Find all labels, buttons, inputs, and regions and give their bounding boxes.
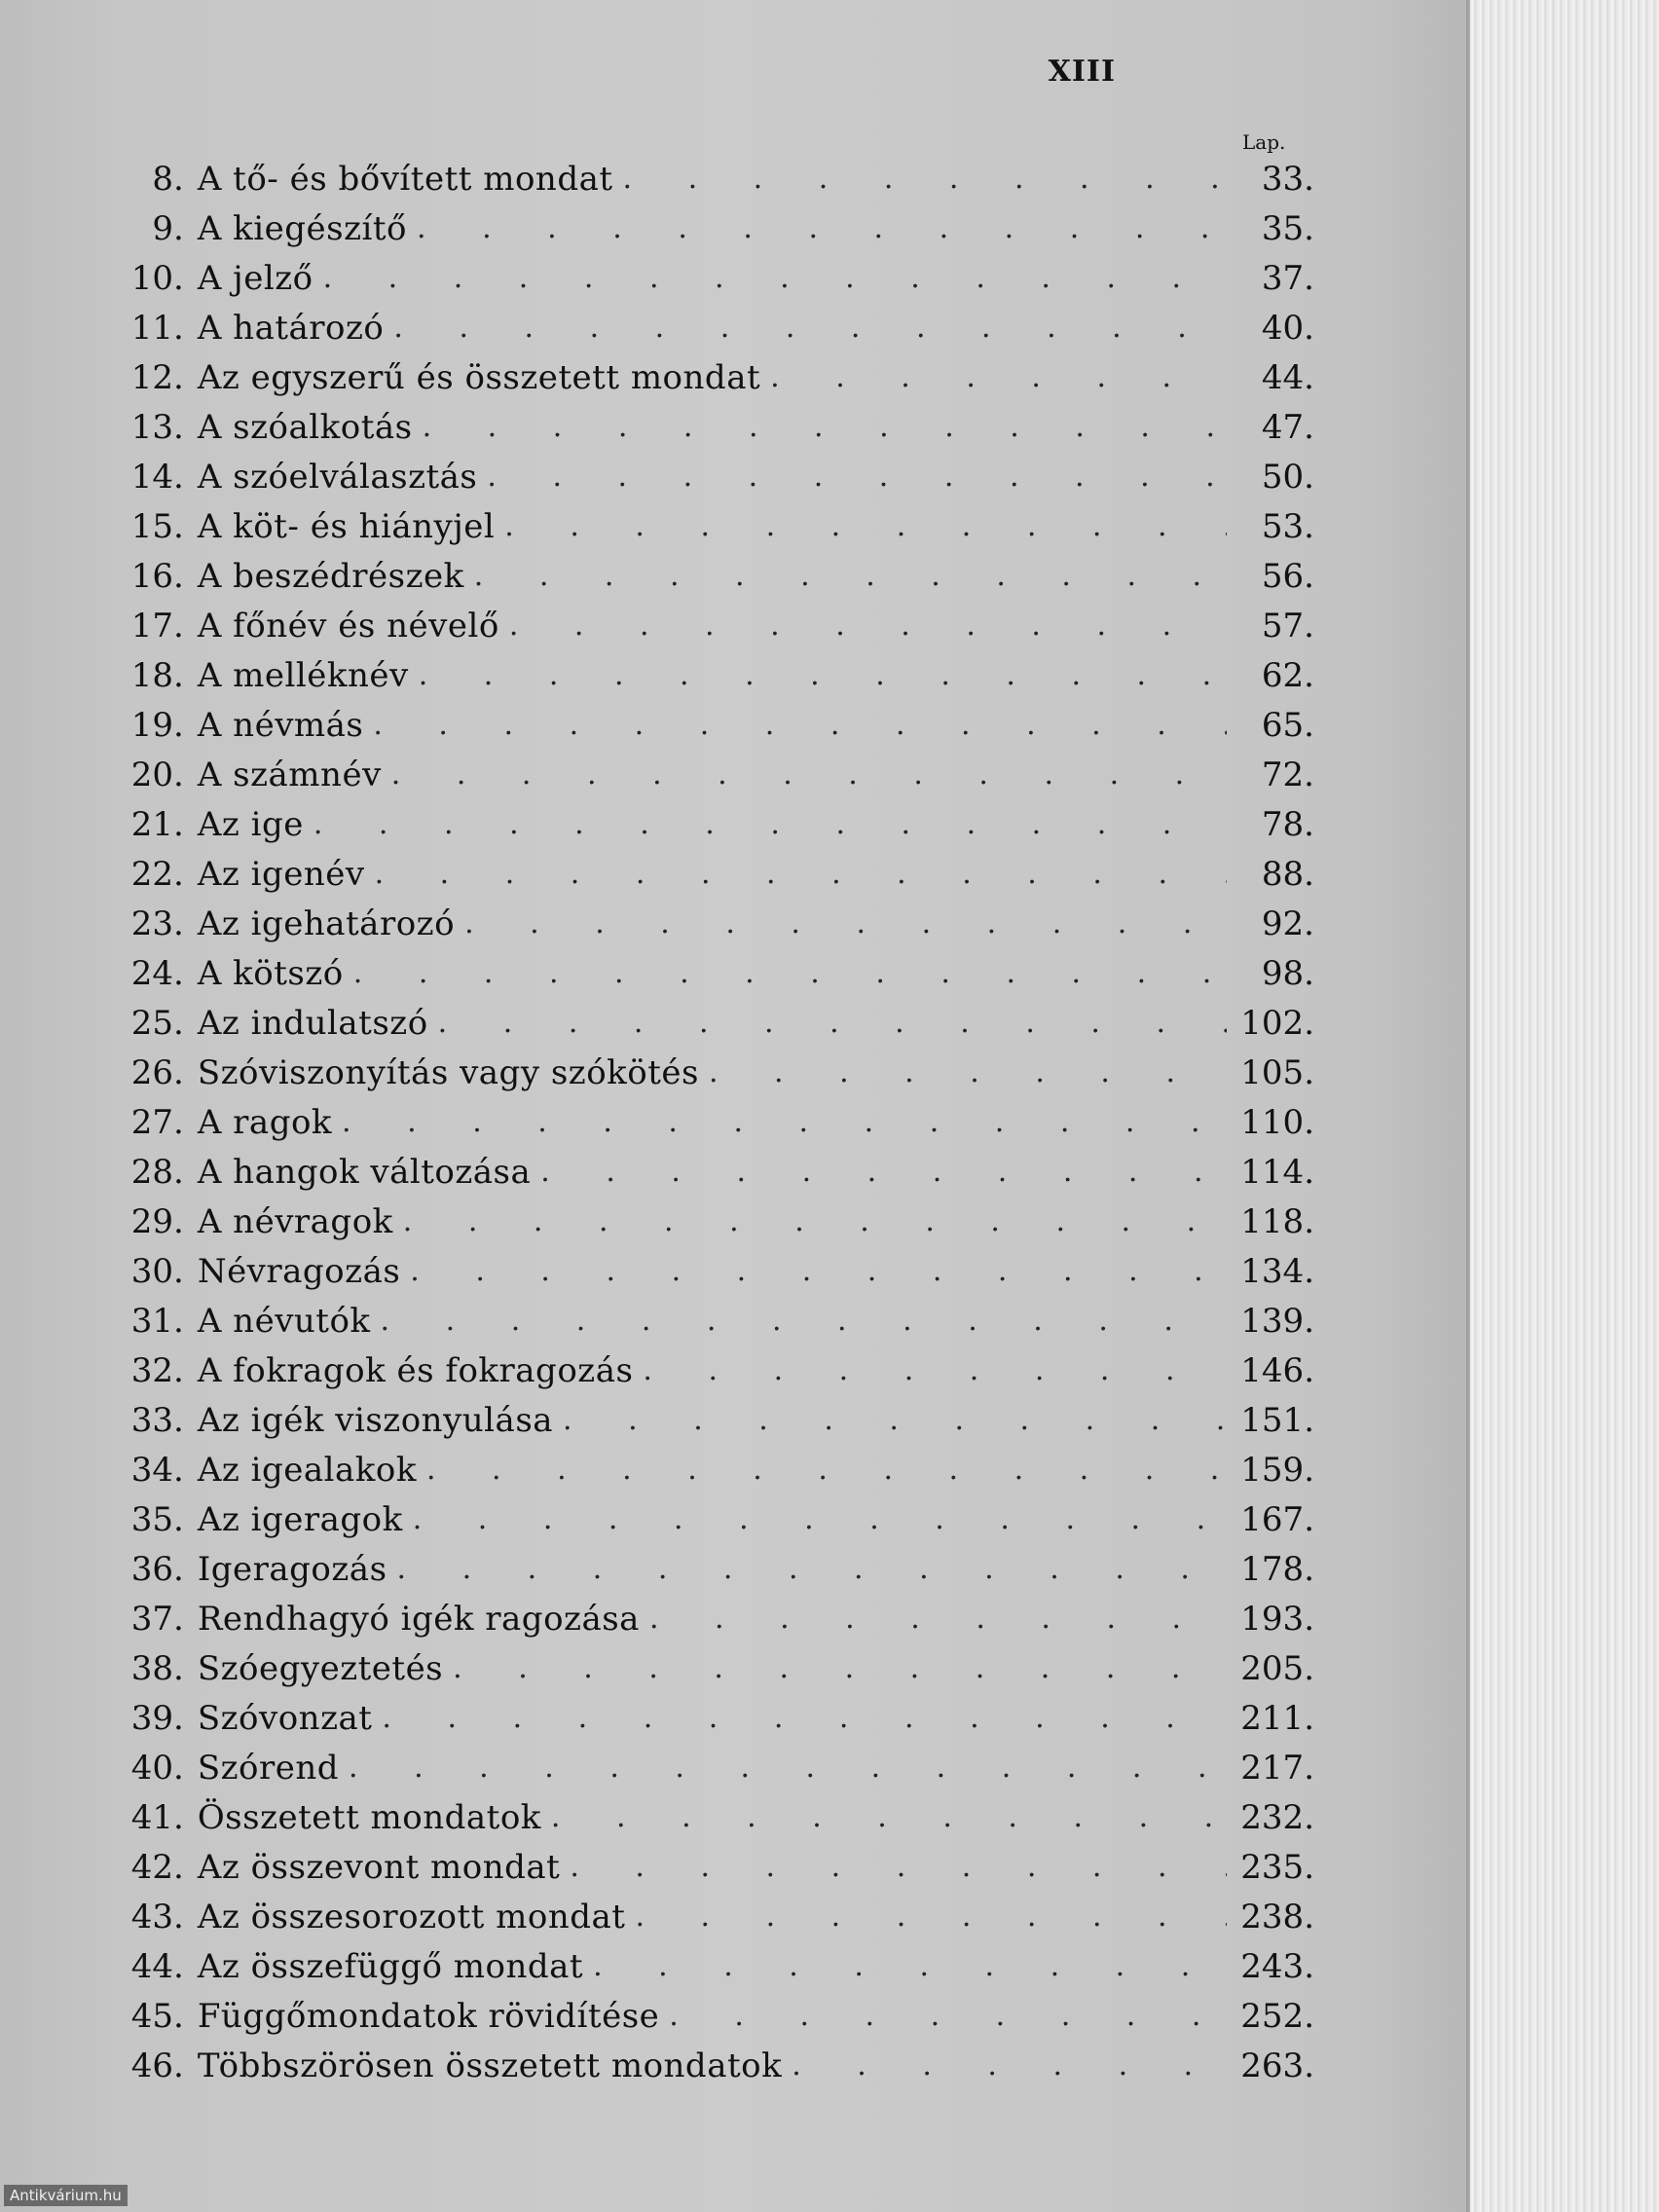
toc-entry-title: A szóalkotás [197, 407, 413, 447]
toc-entry [107, 2041, 1314, 2090]
toc-entry [107, 1743, 1314, 1792]
toc-number-dot: . [173, 1152, 184, 1192]
toc-entry-number: 43 [130, 1897, 173, 1936]
toc-entry-title: Igeragozás [197, 1549, 387, 1589]
toc-number-dot: . [173, 1301, 184, 1341]
toc-number-dot: . [173, 953, 184, 993]
toc-entry [107, 154, 1314, 203]
dot-leader [770, 360, 1227, 394]
toc-entry [107, 1941, 1314, 1991]
toc-entry [107, 1693, 1314, 1743]
toc-entry-page: 105. [1240, 1052, 1314, 1092]
toc-number-dot: . [173, 2046, 184, 2085]
dot-leader [570, 1850, 1227, 1884]
dot-leader [551, 1800, 1227, 1834]
dot-leader [381, 1304, 1227, 1338]
toc-entry-number: 24 [130, 953, 173, 993]
toc-entry [107, 750, 1314, 799]
toc-entry-title: Az igehatározó [197, 903, 456, 943]
toc-entry [107, 1346, 1314, 1395]
toc-entry-title: Névragozás [197, 1251, 401, 1291]
toc-number-dot: . [173, 1450, 184, 1490]
toc-entry [107, 1147, 1314, 1197]
dot-leader [669, 1999, 1227, 2033]
toc-entry-title: Szórend [197, 1748, 340, 1788]
toc-entry [107, 203, 1314, 253]
toc-entry-number: 22 [130, 854, 173, 894]
dot-leader [342, 1105, 1227, 1139]
toc-entry-number: 18 [130, 655, 173, 695]
toc-entry-page: 238. [1240, 1897, 1314, 1936]
dot-leader [397, 1552, 1227, 1586]
dot-leader [709, 1055, 1227, 1089]
toc-number-dot: . [173, 854, 184, 894]
toc-number-dot: . [173, 407, 184, 447]
toc-entry-page: 47. [1261, 407, 1314, 447]
toc-entry-number: 23 [130, 903, 173, 943]
toc-entry [107, 700, 1314, 750]
toc-entry-page: 62. [1261, 655, 1314, 695]
toc-entry-number: 14 [130, 457, 173, 497]
toc-entry [107, 1296, 1314, 1346]
dot-leader [487, 460, 1227, 494]
toc-number-dot: . [173, 258, 184, 298]
toc-entry [107, 402, 1314, 452]
toc-entry [107, 1544, 1314, 1594]
dot-leader [417, 211, 1227, 245]
toc-entry-title: Szóviszonyítás vagy szókötés [197, 1052, 699, 1092]
toc-number-dot: . [173, 1996, 184, 2036]
toc-entry-title: A főnév és névelő [197, 606, 499, 645]
toc-entry-page: 235. [1240, 1847, 1314, 1887]
toc-entry [107, 1594, 1314, 1643]
toc-entry-title: Az igenév [197, 854, 365, 894]
toc-entry-number: 17 [130, 606, 173, 645]
toc-number-dot: . [173, 1201, 184, 1241]
toc-entry-number: 20 [130, 755, 173, 794]
toc-entry-number: 41 [130, 1797, 173, 1837]
dot-leader [391, 757, 1227, 792]
dot-leader [593, 1949, 1227, 1983]
dot-leader [643, 1353, 1227, 1387]
toc-entry-number: 39 [130, 1698, 173, 1738]
toc-entry-title: Az igeragok [197, 1499, 403, 1539]
toc-entry [107, 551, 1314, 601]
toc-entry-number: 38 [130, 1648, 173, 1688]
toc-number-dot: . [173, 308, 184, 348]
toc-entry-title: A hangok változása [197, 1152, 532, 1192]
toc-entry [107, 948, 1314, 998]
toc-entry-number: 27 [130, 1102, 173, 1142]
toc-entry-title: A névragok [197, 1201, 393, 1241]
toc-entry-page: 134. [1240, 1251, 1314, 1291]
dot-leader [382, 1701, 1227, 1735]
toc-entry-number: 10 [130, 258, 173, 298]
dot-leader [373, 708, 1227, 742]
toc-number-dot: . [173, 1946, 184, 1986]
toc-entry-page: 217. [1240, 1748, 1314, 1788]
dot-leader [635, 1899, 1227, 1934]
toc-entry [107, 1246, 1314, 1296]
toc-entry-page: 33. [1261, 159, 1314, 199]
toc-entry-number: 36 [130, 1549, 173, 1589]
dot-leader [509, 608, 1227, 643]
toc-number-dot: . [173, 1599, 184, 1639]
toc-entry [107, 303, 1314, 352]
dot-leader [423, 410, 1227, 444]
toc-entry-title: Szóegyeztetés [197, 1648, 444, 1688]
toc-number-dot: . [173, 506, 184, 546]
toc-number-dot: . [173, 1549, 184, 1589]
toc-number-dot: . [173, 1797, 184, 1837]
toc-entry-page: 88. [1261, 854, 1314, 894]
toc-entry-title: Rendhagyó igék ragozása [197, 1599, 640, 1639]
toc-entry-title: Az ige [197, 804, 304, 844]
toc-entry-title: A jelző [197, 258, 313, 298]
toc-entry-title: A számnév [197, 755, 382, 794]
toc-entry-number: 25 [130, 1003, 173, 1043]
toc-number-dot: . [173, 1748, 184, 1788]
dot-leader [393, 311, 1227, 345]
toc-entry-title: Az igealakok [197, 1450, 417, 1490]
toc-entry-page: 114. [1240, 1152, 1314, 1192]
toc-entry-title: A kiegészítő [197, 208, 408, 248]
toc-entry-number: 12 [130, 357, 173, 397]
toc-entry-number: 11 [130, 308, 173, 348]
toc-entry [107, 1991, 1314, 2041]
toc-entry-page: 72. [1261, 755, 1314, 794]
dot-leader [453, 1651, 1227, 1685]
dot-leader [464, 906, 1227, 940]
toc-entry-page: 78. [1261, 804, 1314, 844]
toc-entry-number: 30 [130, 1251, 173, 1291]
toc-entry-page: 98. [1261, 953, 1314, 993]
toc-entry-number: 9 [152, 208, 173, 248]
dot-leader [540, 1155, 1227, 1189]
toc-number-dot: . [173, 556, 184, 596]
toc-entry [107, 849, 1314, 899]
toc-entry-title: A névutók [197, 1301, 371, 1341]
toc-entry [107, 998, 1314, 1048]
toc-entry [107, 1792, 1314, 1842]
toc-entry-number: 28 [130, 1152, 173, 1192]
toc-entry-title: Összetett mondatok [197, 1797, 541, 1837]
toc-entry-page: 56. [1261, 556, 1314, 596]
toc-entry-page: 151. [1240, 1400, 1314, 1440]
toc-entry-number: 19 [130, 705, 173, 745]
toc-entry-title: A ragok [197, 1102, 333, 1142]
toc-entry [107, 1643, 1314, 1693]
toc-number-dot: . [173, 755, 184, 794]
toc-entry-number: 21 [130, 804, 173, 844]
toc-entry-page: 40. [1261, 308, 1314, 348]
dot-leader [419, 658, 1227, 692]
toc-number-dot: . [173, 1052, 184, 1092]
toc-entry [107, 1048, 1314, 1097]
toc-entry-page: 110. [1240, 1102, 1314, 1142]
dot-leader [438, 1006, 1227, 1040]
toc-entry-title: Az összesorozott mondat [197, 1897, 626, 1936]
toc-entry-page: 65. [1261, 705, 1314, 745]
dot-leader [504, 509, 1227, 543]
dot-leader [323, 261, 1227, 295]
toc-number-dot: . [173, 357, 184, 397]
toc-entry-title: A szóelválasztás [197, 457, 478, 497]
toc-entry-title: A névmás [197, 705, 364, 745]
toc-number-dot: . [173, 705, 184, 745]
toc-entry-number: 40 [130, 1748, 173, 1788]
dot-leader [403, 1204, 1227, 1238]
dot-leader [792, 2048, 1227, 2083]
toc-entry [107, 1445, 1314, 1494]
toc-entry-page: 139. [1240, 1301, 1314, 1341]
toc-entry-number: 33 [130, 1400, 173, 1440]
table-of-contents [107, 154, 1314, 2090]
toc-entry [107, 899, 1314, 948]
toc-entry [107, 352, 1314, 402]
toc-entry-page: 92. [1261, 903, 1314, 943]
toc-entry-number: 31 [130, 1301, 173, 1341]
toc-entry-title: A határozó [197, 308, 385, 348]
toc-entry [107, 1842, 1314, 1892]
dot-leader [313, 807, 1227, 841]
dot-leader [623, 162, 1227, 196]
toc-entry [107, 501, 1314, 551]
toc-entry [107, 1892, 1314, 1941]
toc-entry-title: Az egyszerű és összetett mondat [197, 357, 761, 397]
toc-entry-page: 159. [1240, 1450, 1314, 1490]
dot-leader [413, 1502, 1227, 1536]
toc-entry-title: A tő- és bővített mondat [197, 159, 613, 199]
toc-number-dot: . [173, 1102, 184, 1142]
toc-entry [107, 799, 1314, 849]
toc-entry-number: 15 [130, 506, 173, 546]
toc-entry-number: 8 [152, 159, 173, 199]
toc-entry-page: 243. [1240, 1946, 1314, 1986]
toc-entry-number: 42 [130, 1847, 173, 1887]
page-number: XIII [1048, 55, 1116, 89]
toc-entry [107, 253, 1314, 303]
toc-entry [107, 1494, 1314, 1544]
toc-number-dot: . [173, 903, 184, 943]
page-column-label: Lap. [1242, 130, 1286, 154]
toc-entry-page: 50. [1261, 457, 1314, 497]
toc-number-dot: . [173, 1698, 184, 1738]
dot-leader [474, 559, 1227, 593]
toc-number-dot: . [173, 655, 184, 695]
toc-number-dot: . [173, 1648, 184, 1688]
toc-entry-page: 263. [1240, 2046, 1314, 2085]
toc-entry [107, 1395, 1314, 1445]
toc-entry-number: 16 [130, 556, 173, 596]
toc-entry-title: A fokragok és fokragozás [197, 1350, 634, 1390]
toc-entry-title: A melléknév [197, 655, 409, 695]
toc-entry-title: Az igék viszonyulása [197, 1400, 554, 1440]
toc-number-dot: . [173, 159, 184, 199]
toc-entry-page: 53. [1261, 506, 1314, 546]
toc-number-dot: . [173, 804, 184, 844]
toc-entry [107, 1197, 1314, 1246]
dot-leader [649, 1602, 1227, 1636]
toc-entry [107, 452, 1314, 501]
toc-entry-number: 35 [130, 1499, 173, 1539]
toc-entry-number: 46 [130, 2046, 173, 2085]
toc-entry-title: Az összevont mondat [197, 1847, 561, 1887]
toc-number-dot: . [173, 457, 184, 497]
toc-entry-page: 193. [1240, 1599, 1314, 1639]
toc-entry-title: A kötszó [197, 953, 344, 993]
toc-number-dot: . [173, 1350, 184, 1390]
dot-leader [353, 956, 1227, 990]
toc-entry-page: 211. [1240, 1698, 1314, 1738]
toc-entry-title: A beszédrészek [197, 556, 464, 596]
toc-number-dot: . [173, 606, 184, 645]
toc-entry-number: 13 [130, 407, 173, 447]
toc-entry-page: 35. [1261, 208, 1314, 248]
dot-leader [563, 1403, 1227, 1437]
toc-number-dot: . [173, 1499, 184, 1539]
toc-entry-title: Az indulatszó [197, 1003, 428, 1043]
toc-entry-number: 44 [130, 1946, 173, 1986]
toc-entry-number: 29 [130, 1201, 173, 1241]
toc-number-dot: . [173, 1847, 184, 1887]
toc-entry [107, 601, 1314, 650]
dot-leader [426, 1453, 1227, 1487]
toc-entry-title: Az összefüggő mondat [197, 1946, 584, 1986]
book-gutter [1470, 0, 1659, 2212]
toc-number-dot: . [173, 1897, 184, 1936]
toc-entry-page: 146. [1240, 1350, 1314, 1390]
toc-entry-title: Többszörösen összetett mondatok [197, 2046, 783, 2085]
toc-entry-page: 205. [1240, 1648, 1314, 1688]
dot-leader [375, 857, 1227, 891]
dot-leader [349, 1751, 1227, 1785]
toc-entry-page: 37. [1261, 258, 1314, 298]
dot-leader [410, 1254, 1227, 1288]
toc-entry-page: 252. [1240, 1996, 1314, 2036]
toc-entry-page: 57. [1261, 606, 1314, 645]
toc-number-dot: . [173, 208, 184, 248]
toc-entry-number: 45 [130, 1996, 173, 2036]
toc-entry-title: Függőmondatok rövidítése [197, 1996, 660, 2036]
toc-entry-page: 44. [1261, 357, 1314, 397]
toc-number-dot: . [173, 1251, 184, 1291]
toc-entry-page: 232. [1240, 1797, 1314, 1837]
toc-entry-page: 102. [1240, 1003, 1314, 1043]
toc-entry-title: Szóvonzat [197, 1698, 373, 1738]
toc-entry-number: 37 [130, 1599, 173, 1639]
toc-entry-title: A köt- és hiányjel [197, 506, 496, 546]
toc-entry [107, 1097, 1314, 1147]
toc-entry-page: 118. [1240, 1201, 1314, 1241]
toc-entry-page: 167. [1240, 1499, 1314, 1539]
toc-entry-number: 26 [130, 1052, 173, 1092]
watermark: Antikvárium.hu [4, 2185, 128, 2206]
toc-entry [107, 650, 1314, 700]
toc-entry-page: 178. [1240, 1549, 1314, 1589]
toc-entry-number: 32 [130, 1350, 173, 1390]
toc-number-dot: . [173, 1003, 184, 1043]
toc-entry-number: 34 [130, 1450, 173, 1490]
toc-number-dot: . [173, 1400, 184, 1440]
